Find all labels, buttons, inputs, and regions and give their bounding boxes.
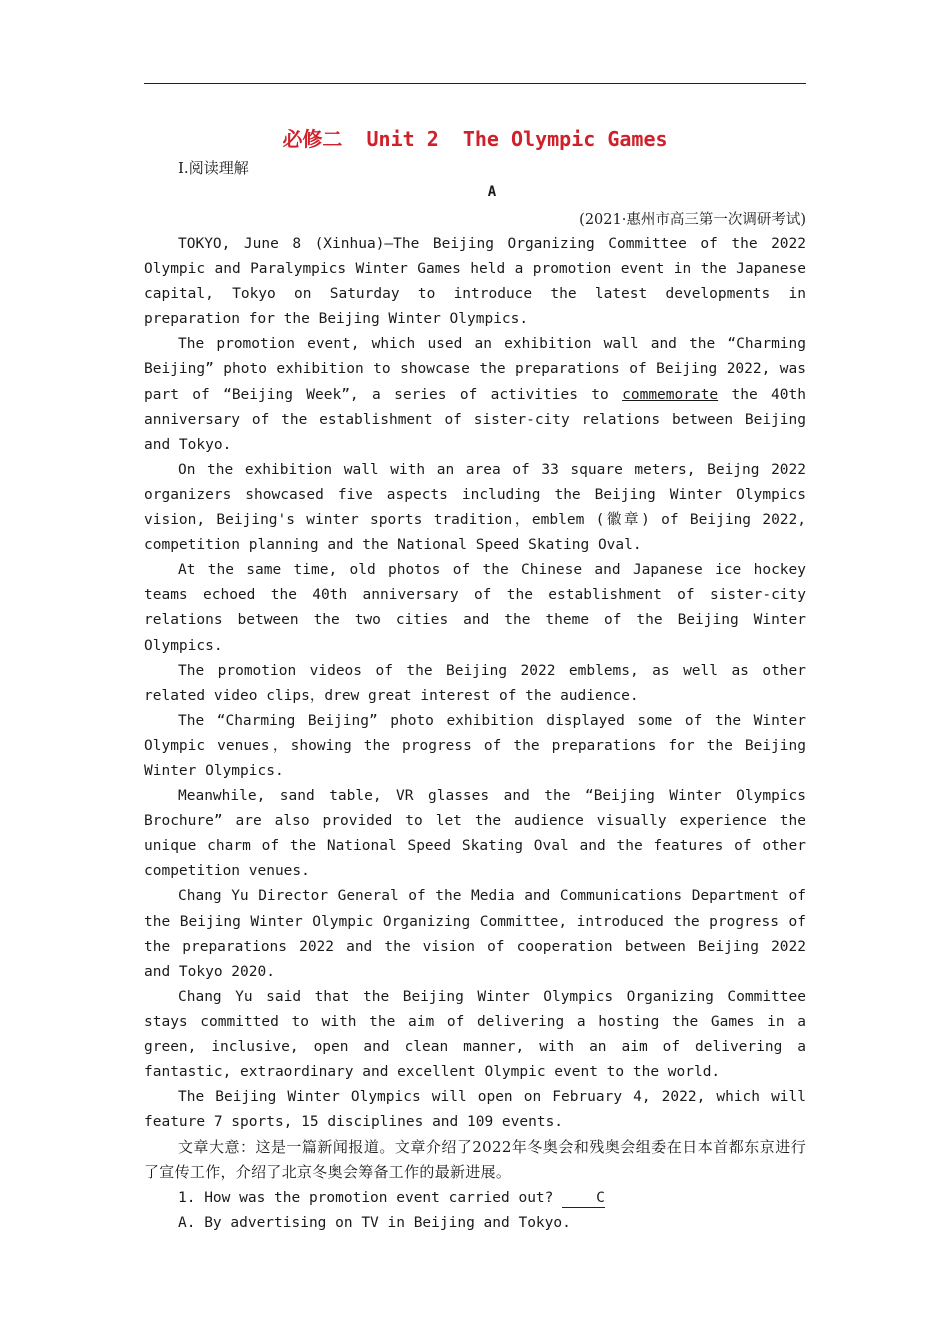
answer-blank: C bbox=[562, 1190, 605, 1208]
underlined-word: commemorate bbox=[622, 386, 719, 403]
header-rule bbox=[144, 83, 806, 84]
article-body bbox=[144, 232, 806, 1236]
paragraph-2-end: the 40th anniversary of the establishment of sister-city relations between Beijing and Tokyo. bbox=[144, 386, 806, 453]
paragraph-3: On the exhibition wall with an area of 33 square meters, Beijng 2022 organizers showcased five aspects including the Beijing Winter Olympics vision, Beijing's winter sports tradition，emblem (徽章) of Beijing 2022, competition planning and the National Speed Skating Oval. bbox=[144, 461, 806, 554]
question-1-text: 1. How was the promotion event carried out? bbox=[178, 1189, 563, 1206]
section-heading: Ⅰ.阅读理解 bbox=[178, 159, 249, 177]
paragraph-8: Chang Yu Director General of the Media and Communications Department of the Beijing Winter Olympic Organizing Committee, introduced the progress of the preparations 2022 and the vision of cooperation between Beijing 2022 and Tokyo 2020. bbox=[144, 888, 806, 980]
paragraph-10: The Beijing Winter Olympics will open on February 4, 2022, which will feature 7 sports, 15 disciplines and 109 events. bbox=[144, 1089, 806, 1131]
paragraph-1: TOKYO, June 8 (Xinhua)—The Beijing Organizing Committee of the 2022 Olympic and Paralympics Winter Games held a promotion event in the Japanese capital, Tokyo on Saturday to introduce the latest developments in preparation for the Beijing Winter Olympics. bbox=[144, 236, 806, 328]
paragraph-2-start: The promotion event, which used an exhibition wall and the “Charming Beijing” photo exhibition to showcase the preparations of Beijing 2022, was part of “Beijing Week”, a series of activities to bbox=[144, 336, 806, 403]
paragraph-2 bbox=[144, 332, 806, 457]
paragraph-4: At the same time, old photos of the Chinese and Japanese ice hockey teams echoed the 40th anniversary of the establishment of sister-city relations between the two cities and the theme of the Beijing Winter Olympics. bbox=[144, 562, 806, 654]
question-1 bbox=[144, 1186, 806, 1211]
page-title: 必修二 Unit 2 The Olympic Games bbox=[282, 127, 668, 151]
paragraph-9: Chang Yu said that the Beijing Winter Olympics Organizing Committee stays committed to with the aim of delivering a hosting the Games in a green, inclusive, open and clean manner, with an aim of delivering a fantastic, extraordinary and excellent Olympic event to the world. bbox=[144, 988, 806, 1081]
source-note: (2021·惠州市高三第一次调研考试) bbox=[579, 212, 806, 228]
paragraph-7: Meanwhile, sand table, VR glasses and the “Beijing Winter Olympics Brochure” are also provided to let the audience visually experience the unique charm of the National Speed Skating Oval and the features of other competition venues. bbox=[144, 788, 806, 880]
option-a: A. By advertising on TV in Beijing and Tokyo. bbox=[178, 1214, 571, 1231]
summary: 文章大意：这是一篇新闻报道。文章介绍了2022年冬奥会和残奥会组委在日本首都东京进行了宣传工作，介绍了北京冬奥会筹备工作的最新进展。 bbox=[144, 1138, 806, 1182]
passage-label: A bbox=[487, 184, 497, 200]
paragraph-6: The “Charming Beijing” photo exhibition displayed some of the Winter Olympic venues，showing the progress of the preparations for the Beijing Winter Olympics. bbox=[144, 712, 806, 779]
paragraph-5: The promotion videos of the Beijing 2022 emblems, as well as other related video clips，drew great interest of the audience. bbox=[144, 662, 806, 704]
